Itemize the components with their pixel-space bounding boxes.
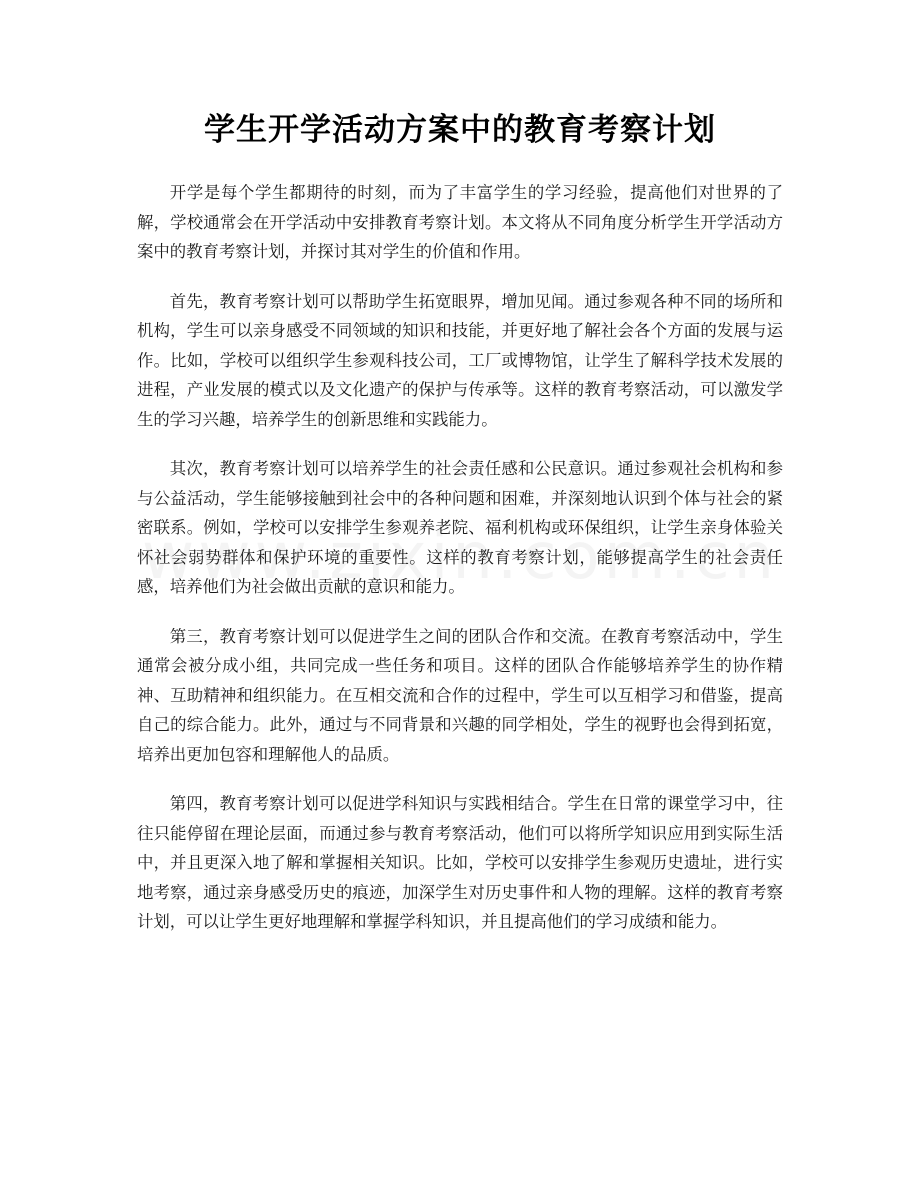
paragraph-intro: 开学是每个学生都期待的时刻，而为了丰富学生的学习经验，提高他们对世界的了解，学校通常会在开学活动中安排教育考察计划。本文将从不同角度分析学生开学活动方案中的教育考察计划，并探讨其对学生的价值和作用。 bbox=[137, 183, 783, 261]
paragraph-second: 其次，教育考察计划可以培养学生的社会责任感和公民意识。通过参观社会机构和参与公益活动，学生能够接触到社会中的各种问题和困难，并深刻地认识到个体与社会的紧密联系。例如，学校可以安排学生参观养老院、福利机构或环保组织，让学生亲身体验关怀社会弱势群体和保护环境的重要性。这样的教育考察计划，能够提高学生的社会责任感，培养他们为社会做出贡献的意识和能力。 bbox=[137, 459, 783, 596]
paragraph-third: 第三，教育考察计划可以促进学生之间的团队合作和交流。在教育考察活动中，学生通常会被分成小组，共同完成一些任务和项目。这样的团队合作能够培养学生的协作精神、互助精神和组织能力。在互相交流和合作的过程中，学生可以互相学习和借鉴，提高自己的综合能力。此外，通过与不同背景和兴趣的同学相处，学生的视野也会得到拓宽，培养出更加包容和理解他人的品质。 bbox=[137, 626, 783, 764]
paragraph-fourth: 第四，教育考察计划可以促进学科知识与实践相结合。学生在日常的课堂学习中，往往只能停留在理论层面，而通过参与教育考察活动，他们可以将所学知识应用到实际生活中，并且更深入地了解和掌握相关知识。比如，学校可以安排学生参观历史遗址，进行实地考察，通过亲身感受历史的痕迹，加深学生对历史事件和人物的理解。这样的教育考察计划，可以让学生更好地理解和掌握学科知识，并且提高他们的学习成绩和能力。 bbox=[137, 794, 783, 931]
paragraph-first: 首先，教育考察计划可以帮助学生拓宽眼界，增加见闻。通过参观各种不同的场所和机构，学生可以亲身感受不同领域的知识和技能，并更好地了解社会各个方面的发展与运作。比如，学校可以组织学生参观科技公司，工厂或博物馆，让学生了解科学技术发展的进程，产业发展的模式以及文化遗产的保护与传承等。这样的教育考察活动，可以激发学生的学习兴趣，培养学生的创新思维和实践能力。 bbox=[137, 291, 783, 429]
document-body bbox=[137, 178, 783, 957]
page-title: 学生开学活动方案中的教育考察计划 bbox=[204, 112, 716, 148]
